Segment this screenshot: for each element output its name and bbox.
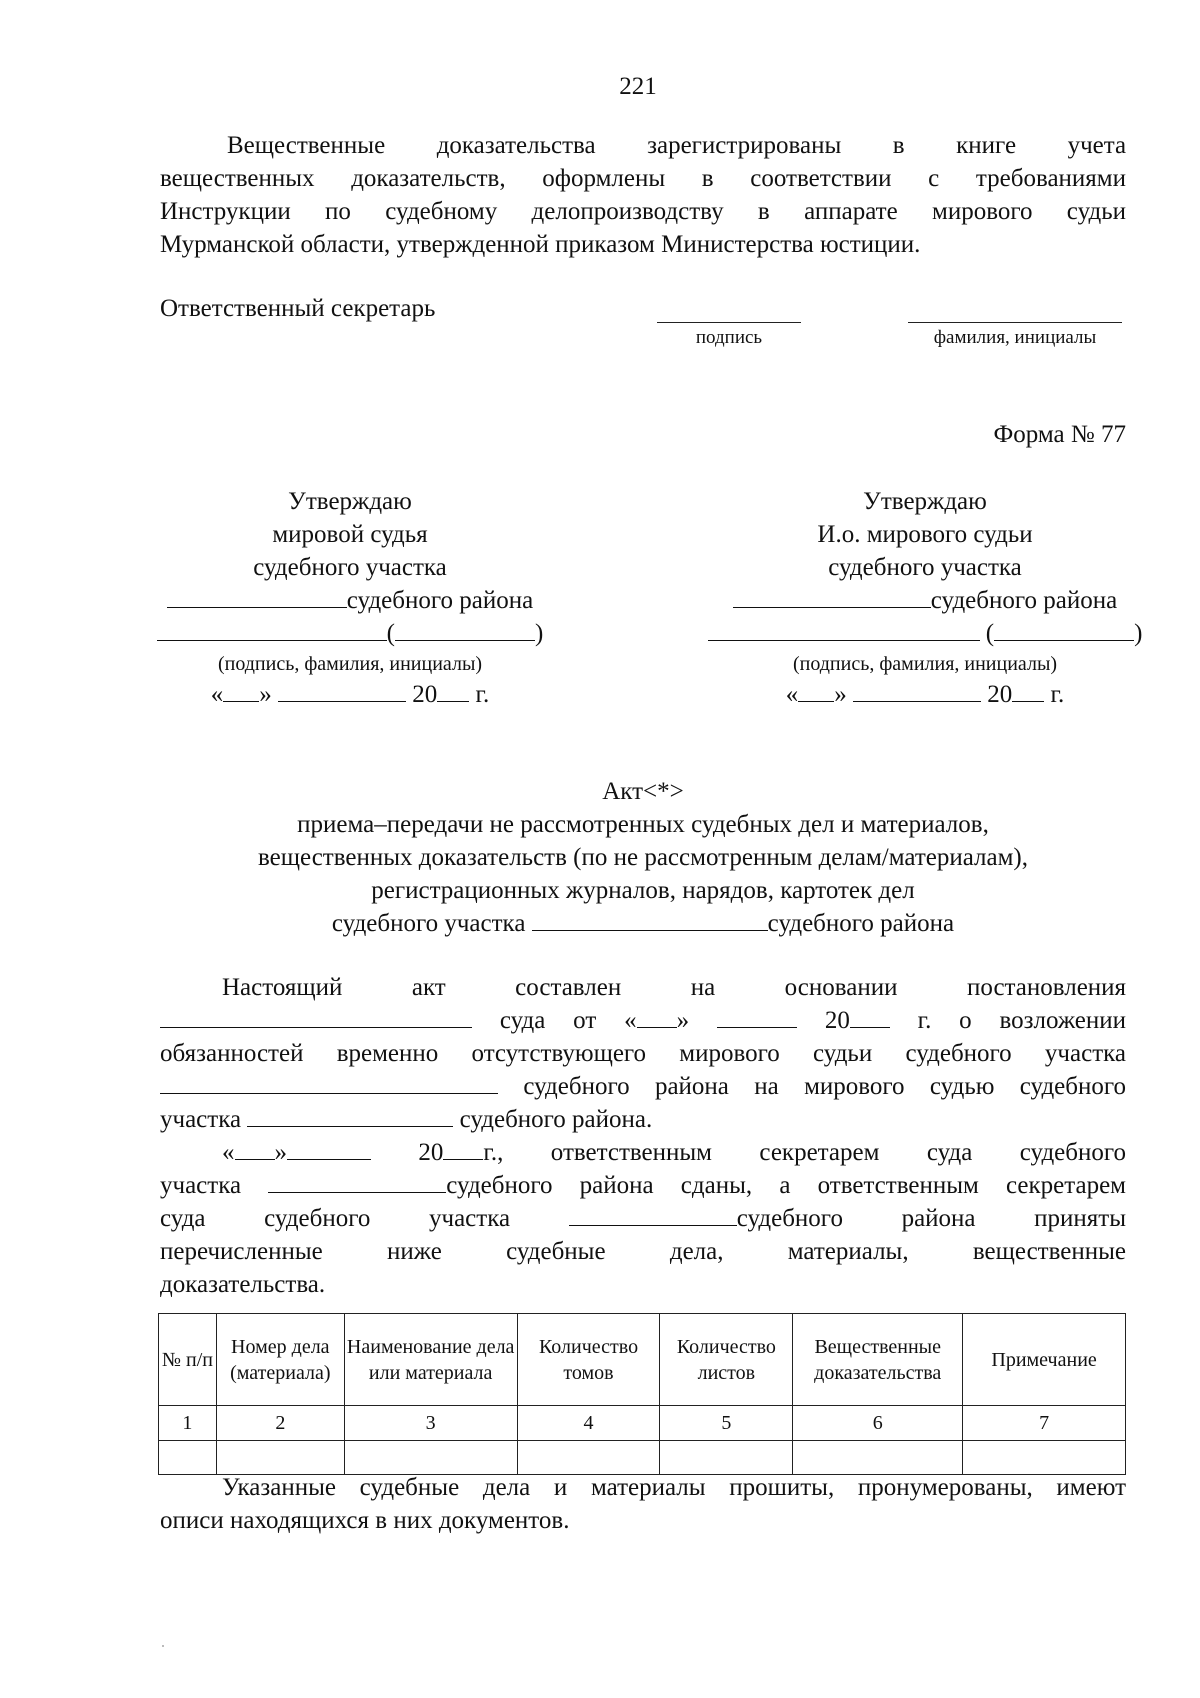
number-cell: 3 xyxy=(344,1406,517,1441)
approve-right-district: судебного района xyxy=(695,584,1155,617)
approve-right-position: И.о. мирового судьи xyxy=(817,521,1033,548)
number-cell: 1 xyxy=(159,1406,217,1441)
secretary-label: Ответственный секретарь xyxy=(160,295,436,322)
number-cell: 7 xyxy=(963,1406,1126,1441)
approve-right-court: судебного участка xyxy=(828,554,1022,581)
body-line-4: судебного района на мирового судью судебного xyxy=(160,1072,1126,1102)
body-line-10: доказательства. xyxy=(160,1271,326,1298)
approve-right-caption: (подпись, фамилия, инициалы) xyxy=(792,653,1058,675)
approve-left-position: мировой судья xyxy=(272,521,428,548)
page-number: 221 xyxy=(619,73,657,100)
header-cell: Номер дела (материала) xyxy=(216,1314,344,1406)
empty-cell xyxy=(159,1441,217,1475)
body-line-5: участка судебного района. xyxy=(160,1106,653,1133)
table-number-row xyxy=(159,1406,1126,1441)
header-cell: Количество томов xyxy=(517,1314,660,1406)
header-cell: Наименование дела или материала xyxy=(344,1314,517,1406)
signature-caption: подпись xyxy=(695,327,763,348)
approve-left-court: судебного участка xyxy=(253,554,447,581)
act-subtitle-3: регистрационных журналов, нарядов, картотек дел xyxy=(371,877,915,904)
body-line-1: Настоящий акт составлен на основании постановления xyxy=(222,974,1127,1001)
number-cell: 6 xyxy=(793,1406,963,1441)
intro-line-2: вещественных доказательств, оформлены в соответствии с требованиями xyxy=(160,165,1126,192)
intro-line-3: Инструкции по судебному делопроизводству в аппарате мирового судьи xyxy=(160,198,1126,225)
header-cell: Вещественные доказательства xyxy=(793,1314,963,1406)
approve-block-left xyxy=(140,485,560,711)
empty-cell xyxy=(660,1441,793,1475)
header-cell: Примечание xyxy=(963,1314,1126,1406)
body-line-7: участка судебного района сданы, а ответственным секретарем xyxy=(160,1172,1126,1199)
number-cell: 4 xyxy=(517,1406,660,1441)
empty-cell xyxy=(216,1441,344,1475)
body-line-2: суда от « » 20 г. о возложении xyxy=(160,1006,1126,1036)
number-cell: 5 xyxy=(660,1406,793,1441)
header-cell: Количество листов xyxy=(660,1314,793,1406)
body-line-3: обязанностей временно отсутствующего мирового судьи судебного участка xyxy=(160,1040,1126,1067)
approve-block-right xyxy=(695,485,1155,711)
closing-line-2: описи находящихся в них документов. xyxy=(160,1507,570,1534)
approve-right-signature: ( ) xyxy=(695,617,1155,650)
intro-line-1: Вещественные доказательства зарегистрированы в книге учета xyxy=(227,132,1127,159)
act-title: Акт<*> xyxy=(602,778,684,805)
body-line-8: суда судебного участка судебного района приняты xyxy=(160,1205,1127,1232)
approve-left-signature: ( ) xyxy=(140,617,560,650)
form-number: Форма № 77 xyxy=(993,421,1126,448)
name-caption: фамилия, инициалы xyxy=(933,327,1097,348)
number-cell: 2 xyxy=(216,1406,344,1441)
empty-cell xyxy=(963,1441,1126,1475)
intro-line-4: Мурманской области, утвержденной приказом Министерства юстиции. xyxy=(160,231,921,258)
table-header-row xyxy=(159,1314,1126,1406)
act-subtitle-1: приема–передачи не рассмотренных судебных дел и материалов, xyxy=(297,811,989,838)
header-cell: № п/п xyxy=(159,1314,217,1406)
approve-left-caption: (подпись, фамилия, инициалы) xyxy=(217,653,483,675)
act-subtitle-2: вещественных доказательств (по не рассмотренным делам/материалам), xyxy=(257,844,1029,871)
signature-line xyxy=(657,322,801,323)
closing-line-1: Указанные судебные дела и материалы прошиты, пронумерованы, имеют xyxy=(222,1474,1126,1501)
empty-cell xyxy=(344,1441,517,1475)
name-line xyxy=(908,322,1122,323)
scan-speck xyxy=(162,1645,164,1647)
transfer-table xyxy=(158,1313,1126,1475)
body-line-6: « » 20 г., ответственным секретарем суда судебного xyxy=(222,1139,1126,1166)
empty-cell xyxy=(793,1441,963,1475)
body-line-9: перечисленные ниже судебные дела, материалы, вещественные xyxy=(160,1238,1127,1265)
approve-left-date: « » 20 г. xyxy=(210,681,490,708)
table-empty-row xyxy=(159,1441,1126,1475)
act-subtitle-4: судебного участка судебного района xyxy=(331,910,955,937)
approve-right-date: « » 20 г. xyxy=(785,681,1065,708)
approve-left-district: судебного района xyxy=(140,584,560,617)
approve-left-title: Утверждаю xyxy=(288,488,412,515)
empty-cell xyxy=(517,1441,660,1475)
approve-right-title: Утверждаю xyxy=(863,488,987,515)
